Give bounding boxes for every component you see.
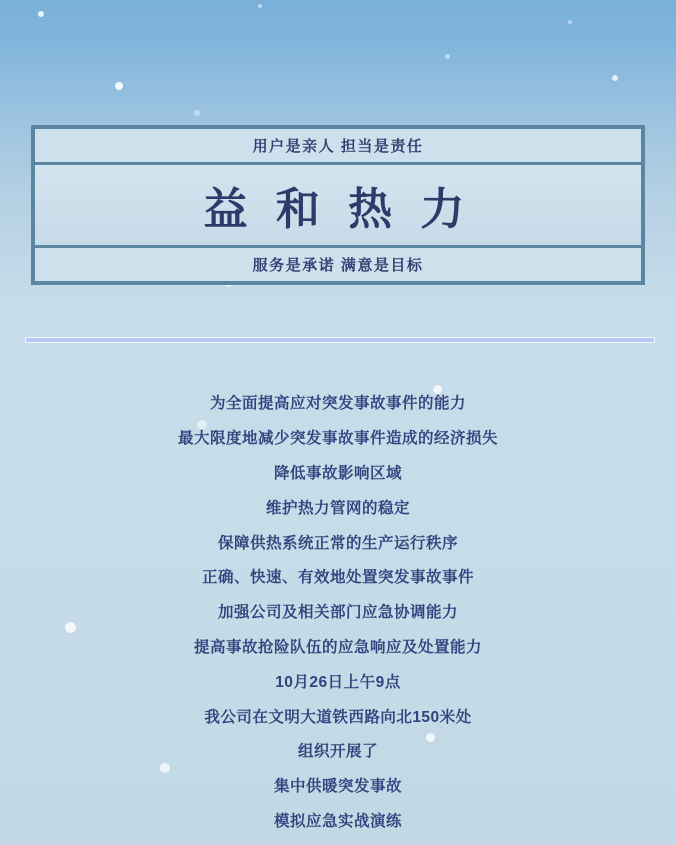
body-line: 最大限度地减少突发事故事件造成的经济损失: [177, 430, 498, 448]
body-line: 10月26日上午9点: [275, 673, 401, 691]
snowflake-icon: [612, 75, 618, 81]
body-line: 加强公司及相关部门应急协调能力: [217, 604, 458, 622]
body-text: [0, 385, 676, 837]
section-divider: [25, 337, 655, 343]
body-line: 组织开展了: [297, 743, 378, 761]
top-slogan: 用户是亲人 担当是责任: [35, 129, 641, 165]
header-box: [31, 125, 645, 285]
body-line: 保障供热系统正常的生产运行秩序: [217, 534, 458, 552]
body-line: 集中供暖突发事故: [273, 778, 402, 796]
snowflake-icon: [115, 82, 123, 90]
body-line: 模拟应急实战演练: [273, 812, 402, 830]
body-line: 维护热力管网的稳定: [265, 499, 410, 517]
company-title: 益 和 热 力: [35, 165, 641, 245]
snowflake-icon: [568, 20, 572, 24]
body-line: 我公司在文明大道铁西路向北150米处: [204, 708, 472, 726]
body-line: 正确、快速、有效地处置突发事故事件: [201, 569, 474, 587]
snowflake-icon: [38, 11, 44, 17]
snowflake-icon: [445, 54, 450, 59]
snowflake-icon: [194, 110, 200, 116]
body-line: 提高事故抢险队伍的应急响应及处置能力: [193, 638, 482, 656]
body-line: 降低事故影响区域: [273, 464, 402, 482]
body-line: 为全面提高应对突发事故事件的能力: [209, 395, 466, 413]
bottom-slogan: 服务是承诺 满意是目标: [35, 245, 641, 281]
snowflake-icon: [258, 4, 262, 8]
